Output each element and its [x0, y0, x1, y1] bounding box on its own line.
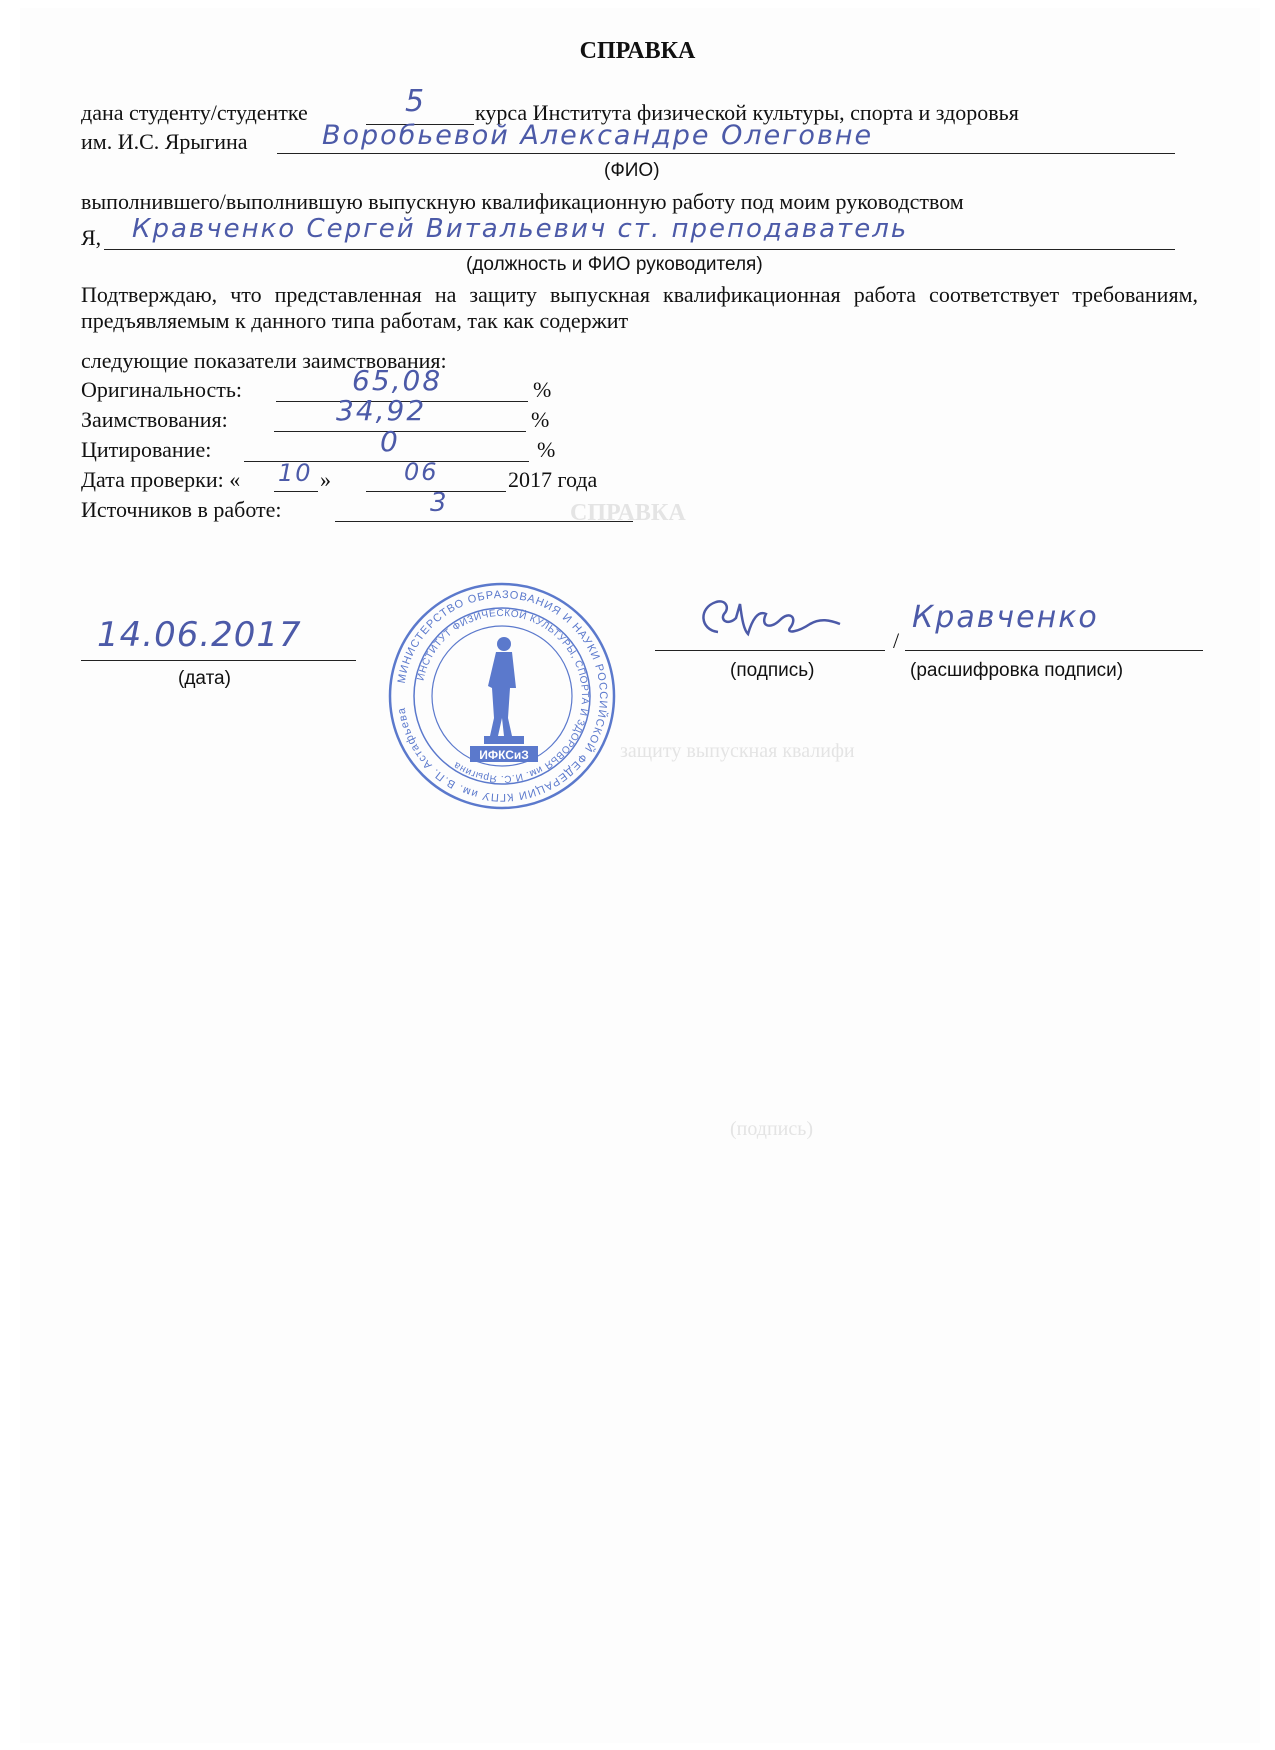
sources-label: Источников в работе: [81, 497, 282, 522]
institute-stamp [384, 578, 620, 814]
decode-handwriting: Кравченко [912, 600, 1099, 635]
course-handwriting: 5 [405, 84, 427, 119]
line4-prefix: Я, [81, 225, 102, 250]
borrowing-handwriting: 34,92 [336, 394, 427, 427]
fio-caption: (ФИО) [604, 160, 660, 181]
signature-scribble [690, 590, 870, 650]
borrowing-field-line [274, 431, 526, 432]
date-mid: » [320, 467, 331, 492]
paragraph-text: Подтверждаю, что представленная на защиту выпускная квалификационная работа соответствует требованиям, предъявляемым к данного типа работам, так как содержит [81, 282, 1198, 333]
showthrough-text: (подпись) [730, 1118, 814, 1140]
confirmation-paragraph [81, 282, 1198, 334]
originality-handwriting: 65,08 [352, 364, 443, 397]
svg-text:МИНИСТЕРСТВО ОБРАЗОВАНИЯ И НАУ: МИНИСТЕРСТВО ОБРАЗОВАНИЯ И НАУКИ РОССИЙСКОЙ ФЕДЕРАЦИИ КГПУ им. В.П. Астафьева [395, 588, 610, 804]
line2-prefix: им. И.С. Ярыгина [81, 129, 248, 154]
sign-date-handwriting: 14.06.2017 [97, 615, 302, 655]
line3-text: выполнившего/выполнившую выпускную квалификационную работу под моим руководством [81, 189, 964, 214]
decode-caption: (расшифровка подписи) [910, 660, 1124, 681]
sign-date-line [81, 660, 356, 661]
date-label: Дата проверки: « [81, 467, 241, 492]
student-name-handwriting: Воробьевой Александре Олеговне [322, 120, 874, 151]
supervisor-field-line [104, 249, 1175, 250]
borrowing-percent: % [531, 407, 550, 432]
signature-slash: / [893, 628, 900, 653]
decode-line [905, 650, 1203, 651]
date-caption: (дата) [178, 668, 231, 689]
showthrough-text: защиту выпускная квалифи [620, 740, 855, 762]
paragraph-last-line: следующие показатели заимствования: [81, 348, 447, 373]
citation-label: Цитирование: [81, 437, 212, 462]
date-month-handwriting: 06 [404, 458, 439, 486]
date-day-field-line [274, 491, 318, 492]
originality-percent: % [533, 377, 552, 402]
signature-caption: (подпись) [730, 660, 815, 681]
svg-text:ИФКСиЗ: ИФКСиЗ [479, 748, 529, 762]
line1-suffix: курса Института физической культуры, спорта и здоровья [475, 100, 1019, 125]
name-field-line [277, 153, 1175, 154]
signature-line [655, 650, 885, 651]
citation-percent: % [537, 437, 556, 462]
citation-handwriting: 0 [380, 425, 400, 458]
svg-text:ИНСТИТУТ ФИЗИЧЕСКОЙ КУЛЬТУРЫ,: ИНСТИТУТ ФИЗИЧЕСКОЙ КУЛЬТУРЫ, СПОРТА И ЗДОРОВЬЯ им. И.С. Ярыгина [415, 607, 591, 785]
line1-prefix: дана студенту/студентке [81, 100, 308, 125]
date-year: 2017 года [508, 467, 598, 492]
sources-handwriting: 3 [430, 488, 449, 518]
showthrough-text: СПРАВКА [570, 500, 686, 526]
borrowing-label: Заимствования: [81, 407, 228, 432]
document-title: СПРАВКА [579, 38, 696, 64]
date-day-handwriting: 10 [278, 459, 313, 487]
originality-label: Оригинальность: [81, 377, 243, 402]
supervisor-caption: (должность и ФИО руководителя) [466, 254, 763, 275]
supervisor-handwriting: Кравченко Сергей Витальевич ст. преподаватель [132, 214, 909, 244]
